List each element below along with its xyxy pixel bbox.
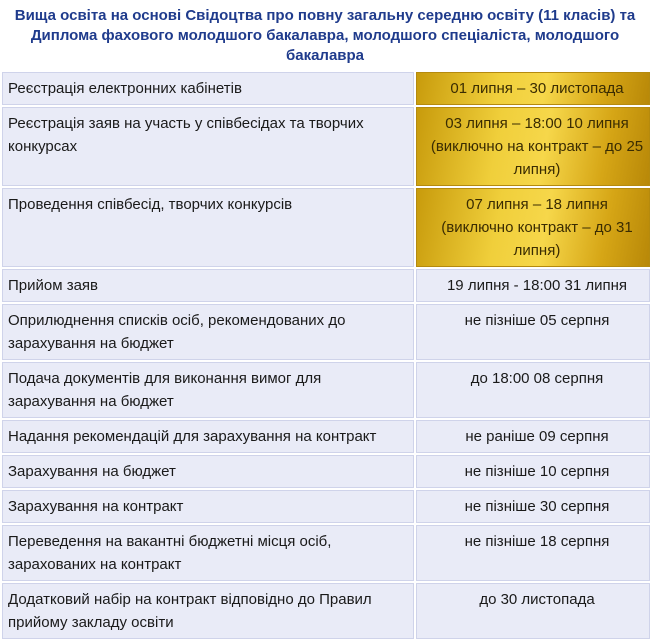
period-cell: до 18:00 08 серпня bbox=[416, 362, 650, 418]
page-title: Вища освіта на основі Свідоцтва про повну загальну середню освіту (11 класів) та Диплома фахового молодшого бакалавра, молодшого спеціаліста, молодшого бакалавра bbox=[14, 7, 636, 64]
table-row bbox=[2, 525, 650, 581]
schedule-table bbox=[0, 70, 650, 641]
period-cell: 07 липня – 18 липня (виключно контракт – до 31 липня) bbox=[416, 188, 650, 267]
period-cell: не пізніше 18 серпня bbox=[416, 525, 650, 581]
table-row bbox=[2, 188, 650, 267]
period-cell: 19 липня - 18:00 31 липня bbox=[416, 269, 650, 302]
period-cell: 01 липня – 30 листопада bbox=[416, 72, 650, 105]
period-cell: до 30 листопада bbox=[416, 583, 650, 639]
period-cell: не пізніше 05 серпня bbox=[416, 304, 650, 360]
period-cell: не раніше 09 серпня bbox=[416, 420, 650, 453]
period-cell: 03 липня – 18:00 10 липня (виключно на контракт – до 25 липня) bbox=[416, 107, 650, 186]
period-cell: не пізніше 30 серпня bbox=[416, 490, 650, 523]
event-cell: Надання рекомендацій для зарахування на контракт bbox=[2, 420, 414, 453]
table-row bbox=[2, 269, 650, 302]
table-row bbox=[2, 72, 650, 105]
table-row bbox=[2, 304, 650, 360]
period-cell: не пізніше 10 серпня bbox=[416, 455, 650, 488]
event-cell: Прийом заяв bbox=[2, 269, 414, 302]
event-cell: Переведення на вакантні бюджетні місця осіб, зарахованих на контракт bbox=[2, 525, 414, 581]
table-row bbox=[2, 490, 650, 523]
schedule-body bbox=[2, 72, 650, 639]
event-cell: Зарахування на контракт bbox=[2, 490, 414, 523]
table-row bbox=[2, 583, 650, 639]
event-cell: Проведення співбесід, творчих конкурсів bbox=[2, 188, 414, 267]
event-cell: Оприлюднення списків осіб, рекомендованих до зарахування на бюджет bbox=[2, 304, 414, 360]
table-row bbox=[2, 107, 650, 186]
event-cell: Подача документів для виконання вимог для зарахування на бюджет bbox=[2, 362, 414, 418]
event-cell: Зарахування на бюджет bbox=[2, 455, 414, 488]
table-row bbox=[2, 362, 650, 418]
event-cell: Реєстрація електронних кабінетів bbox=[2, 72, 414, 105]
event-cell: Реєстрація заяв на участь у співбесідах та творчих конкурсах bbox=[2, 107, 414, 186]
table-row bbox=[2, 455, 650, 488]
event-cell: Додатковий набір на контракт відповідно до Правил прийому закладу освіти bbox=[2, 583, 414, 639]
table-row bbox=[2, 420, 650, 453]
